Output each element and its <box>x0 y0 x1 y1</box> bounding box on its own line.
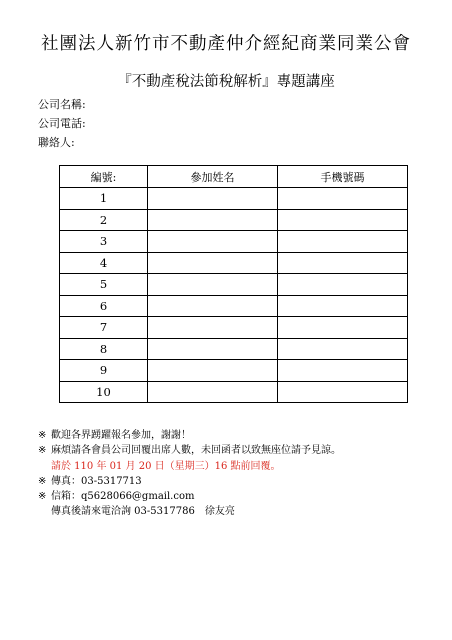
name-cell[interactable] <box>148 188 278 210</box>
phone-cell[interactable] <box>278 295 408 317</box>
name-cell[interactable] <box>148 338 278 360</box>
phone-cell[interactable] <box>278 360 408 382</box>
table-row <box>60 274 408 296</box>
note-welcome <box>38 428 341 443</box>
table-row <box>60 317 408 339</box>
email-address[interactable]: 信箱：q5628066@gmail.com <box>51 491 195 503</box>
row-number: 2 <box>60 209 148 231</box>
row-number: 7 <box>60 317 148 339</box>
phone-cell[interactable] <box>278 252 408 274</box>
phone-cell[interactable] <box>278 338 408 360</box>
reference-mark-icon: ※ <box>38 491 47 503</box>
row-number: 5 <box>60 274 148 296</box>
name-cell[interactable] <box>148 381 278 403</box>
table-row <box>60 188 408 210</box>
fax-number: 傳真：03-5317713 <box>51 475 142 487</box>
name-cell[interactable] <box>148 295 278 317</box>
reference-mark-icon: ※ <box>38 475 47 487</box>
phone-cell[interactable] <box>278 188 408 210</box>
note-welcome-text: 歡迎各界踴躍報名參加，謝謝！ <box>51 430 191 441</box>
seminar-title: 『不動產稅法節稅解析』專題講座 <box>117 74 335 90</box>
registration-table <box>59 165 408 403</box>
name-cell[interactable] <box>148 231 278 253</box>
note-reply-text: 麻煩請各會員公司回覆出席人數，未回函者以致無座位請予見諒。 <box>51 445 341 457</box>
note-reply-request <box>38 443 341 458</box>
row-number: 9 <box>60 360 148 382</box>
table-row <box>60 252 408 274</box>
row-number: 10 <box>60 381 148 403</box>
name-cell[interactable] <box>148 317 278 339</box>
phone-cell[interactable] <box>278 317 408 339</box>
note-fax <box>38 474 341 489</box>
phone-cell[interactable] <box>278 231 408 253</box>
row-number: 6 <box>60 295 148 317</box>
header-mobile-number: 手機號碼 <box>278 166 408 188</box>
contact-person-label: 聯絡人: <box>38 136 75 149</box>
name-cell[interactable] <box>148 209 278 231</box>
org-title: 社團法人新竹市不動產仲介經紀商業同業公會 <box>41 34 411 54</box>
note-email <box>38 489 341 504</box>
phone-cell[interactable] <box>278 274 408 296</box>
table-row <box>60 338 408 360</box>
row-number: 3 <box>60 231 148 253</box>
note-deadline: 請於 110 年 01 月 20 日（星期三）16 點前回覆。 <box>51 460 281 472</box>
row-number: 1 <box>60 188 148 210</box>
reference-mark-icon: ※ <box>38 430 47 441</box>
company-phone-label: 公司電話: <box>38 117 86 130</box>
name-cell[interactable] <box>148 360 278 382</box>
name-cell[interactable] <box>148 274 278 296</box>
table-row <box>60 231 408 253</box>
table-row <box>60 360 408 382</box>
reference-mark-icon: ※ <box>38 445 47 457</box>
row-number: 4 <box>60 252 148 274</box>
name-cell[interactable] <box>148 252 278 274</box>
header-number: 編號: <box>60 166 148 188</box>
table-row <box>60 295 408 317</box>
table-row <box>60 381 408 403</box>
header-participant-name: 參加姓名 <box>148 166 278 188</box>
notes-section <box>38 428 341 520</box>
note-confirm: 傳真後請來電洽詢 03-5317786 徐友亮 <box>51 506 235 518</box>
company-name-label: 公司名稱: <box>38 98 86 111</box>
row-number: 8 <box>60 338 148 360</box>
table-row <box>60 209 408 231</box>
phone-cell[interactable] <box>278 381 408 403</box>
table-header-row <box>60 166 408 188</box>
phone-cell[interactable] <box>278 209 408 231</box>
